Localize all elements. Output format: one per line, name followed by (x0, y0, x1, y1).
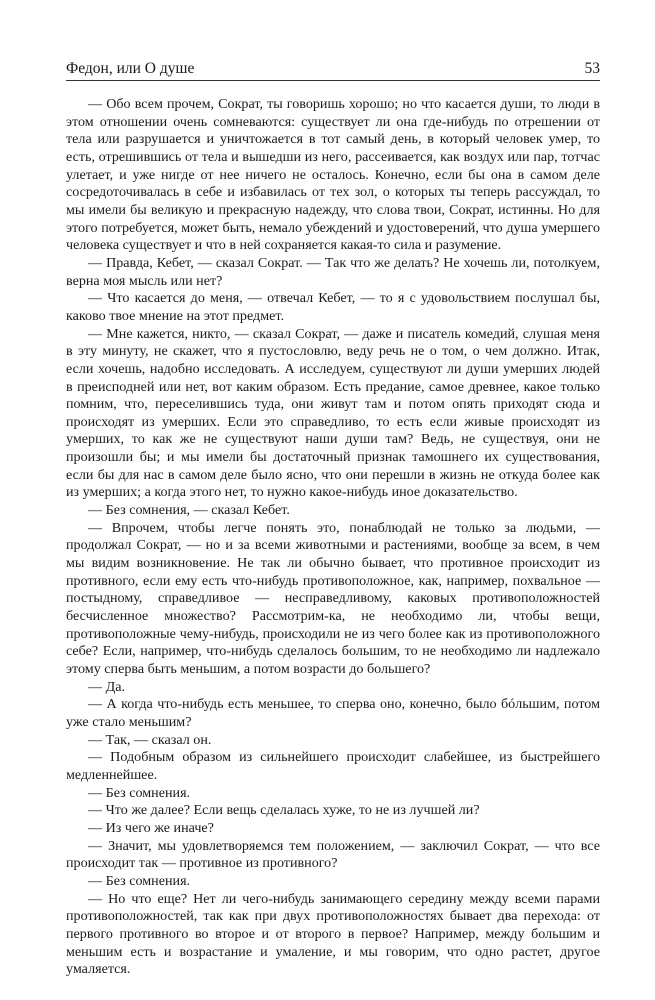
paragraph: — Впрочем, чтобы легче понять это, понаблюдай не только за людьми, — продолжал Сократ, — но и за всеми животными и растениями, вообще за всем, в чем мы видим возникновение. Не так ли обычно бывает, что противное происходит из противного, если ему есть что-нибудь противоположное, как, например, похвальное — постыдному, справедливое — несправедливому, каковых противоположностей бесчисленное множество? Рассмотрим-ка, не необходимо ли, чтобы вещи, противоположные чему-нибудь, происходили не из чего более как из противоположного себе? Если, например, что-нибудь сделалось большим, то не необходимо ли надлежало этому сперва быть меньшим, а потом возрасти до большего? (66, 519, 600, 677)
paragraph: — Подобным образом из сильнейшего происходит слабейшее, из быстрейшего медленнейшее. (66, 749, 600, 783)
paragraph: — Значит, мы удовлетворяемся тем положением, — заключил Сократ, — что все происходит так — противное из противного? (66, 837, 600, 872)
paragraph: — Что же далее? Если вещь сделалась хуже, то не из лучшей ли? (88, 802, 480, 819)
paragraph: — Обо всем прочем, Сократ, ты говоришь хорошо; но что касается души, то люди в этом отношении очень сомневаются: существует ли она где-нибудь по отрешении от тела или разрушается и уничтожается в тот самый день, в который человек умер, то есть, отрешившись от тела и вышедши из него, рассеивается, как воздух или пар, тотчас улетает, и уже нигде от нее ничего не осталось. Конечно, если бы она в самом деле сосредоточивалась в себе и избавилась от тех зол, о которых ты теперь рассуждал, то мы имели бы великую и прекрасную надежду, что слова твои, Сократ, истинны. Но для этого потребуется, может быть, немало убеждений и удостоверений, что душа умершего человека существует и что в ней сохраняется какая-то сила и разумение. (66, 96, 600, 254)
paragraph: — Без сомнения, — сказал Кебет. (88, 502, 290, 519)
paragraph: — Да. (88, 678, 126, 695)
body-text (66, 96, 600, 979)
page-number: 53 (584, 60, 600, 77)
paragraph: — Что касается до меня, — отвечал Кебет, — то я с удовольствием послушал бы, каково твое мнение на этот предмет. (66, 290, 600, 324)
paragraph: — Но что еще? Нет ли чего-нибудь занимающего середину между всеми парами противоположностей, так как при двух противоположностях бывает два перехода: от первого противного во второе и от второго в первое? Например, между большим и меньшим есть и возрастание и умаление, и мы говорим, что одно растет, другое умаляется. (66, 890, 600, 978)
paragraph: — Так, — сказал он. (88, 731, 212, 748)
paragraph: — Мне кажется, никто, — сказал Сократ, — даже и писатель комедий, слушая меня в эту минуту, не скажет, что я пустословлю, веду речь не о том, о чем должно. Итак, если хочешь, надобно исследовать. А исследуем, существуют ли души умерших людей в преисподней или нет, вот каким образом. Есть предание, самое древнее, какое только помним, что, переселившись туда, они живут там и потом опять приходят сюда и происходят из умерших. Если это справедливо, то есть если живые происходят из умерших, то как же не существуют наши души там? Ведь, не существуя, они не произошли бы; и мы имели бы достаточный признак тамошнего их существования, если бы для нас в самом деле было ясно, что они перешли в жизнь не откуда более как из умерших; а когда этого нет, то нужно какое-нибудь иное доказательство. (66, 325, 600, 501)
running-head-title: Федон, или О душе (66, 60, 195, 77)
paragraph: — Без сомнения. (88, 872, 191, 889)
paragraph: — Из чего же иначе? (88, 819, 214, 836)
paragraph: — Без сомнения. (88, 784, 191, 801)
paragraph: — А когда что-нибудь есть меньшее, то сперва оно, конечно, было бóльшим, потом уже стало меньшим? (66, 696, 600, 730)
paragraph: — Правда, Кебет, — сказал Сократ. — Так что же делать? Не хочешь ли, потолкуем, верна моя мысль или нет? (66, 254, 600, 289)
running-head (66, 56, 600, 81)
